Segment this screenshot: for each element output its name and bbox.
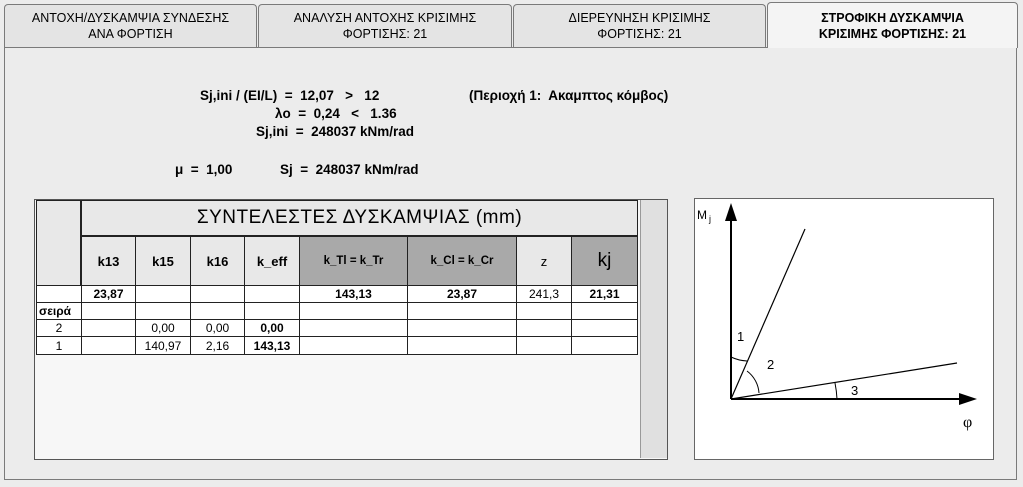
table-cell — [516, 319, 572, 337]
row-header-fill — [571, 302, 638, 320]
table-cell: 0,00 — [190, 319, 245, 337]
row-label: 1 — [36, 336, 82, 355]
total-kcl: 23,87 — [407, 285, 517, 303]
table-cell — [299, 319, 408, 337]
col-header-keff: k_eff — [244, 236, 300, 286]
mu-value: μ = 1,00 — [175, 162, 233, 177]
col-header-ktl: k_Tl = k_Tr — [299, 236, 408, 286]
label-1: 1 — [737, 329, 745, 344]
table-cell — [81, 319, 136, 337]
col-header-kj: kj — [571, 236, 638, 286]
total-kj: 21,31 — [571, 285, 638, 303]
tab-connection-resistance[interactable]: ΑΝΤΟΧΗ/ΔΥΣΚΑΜΨΙΑ ΣΥΝΔΕΣΗΣ ΑΝΑ ΦΟΡΤΙΣΗ — [4, 4, 257, 47]
row-header-fill — [190, 302, 245, 320]
table-cell: 143,13 — [244, 336, 300, 355]
label-3: 3 — [851, 383, 859, 398]
sj-value: Sj = 248037 kNm/rad — [280, 162, 419, 177]
table-corner — [36, 200, 81, 286]
total-ktl: 143,13 — [299, 285, 408, 303]
col-header-k15: k15 — [135, 236, 191, 286]
row-header-fill — [244, 302, 300, 320]
table-cell: 0,00 — [244, 319, 300, 337]
sjini-line: Sj,ini = 248037 kNm/rad — [256, 124, 414, 139]
stiffness-diagram — [694, 198, 994, 460]
total-k16 — [190, 285, 245, 303]
ratio-line: Sj,ini / (EI/L) = 12,07 > 12 — [200, 88, 380, 103]
arc-2 — [747, 371, 759, 393]
table-cell — [81, 336, 136, 355]
label-2: 2 — [767, 357, 775, 372]
table-cell — [571, 319, 638, 337]
table-cell — [407, 319, 517, 337]
total-k13: 23,87 — [81, 285, 136, 303]
line-1 — [731, 229, 805, 399]
col-header-z: z — [516, 236, 572, 286]
table-cell — [516, 336, 572, 355]
tab-critical-investigation[interactable]: ΔΙΕΡΕΥΝΗΣΗ ΚΡΙΣΙΜΗΣ ΦΟΡΤΙΣΗΣ: 21 — [513, 4, 766, 47]
tab-critical-resistance-analysis[interactable]: ΑΝΑΛΥΣΗ ΑΝΤΟΧΗΣ ΚΡΙΣΙΜΗΣ ΦΟΡΤΙΣΗΣ: 21 — [258, 4, 512, 47]
table-cell: 2,16 — [190, 336, 245, 355]
row-header-label: σειρά — [36, 302, 82, 320]
x-axis-label: φ — [963, 414, 973, 431]
total-keff — [244, 285, 300, 303]
total-k15 — [135, 285, 191, 303]
table-scrollbar[interactable] — [640, 200, 667, 458]
row-header-fill — [135, 302, 191, 320]
row-header-fill — [407, 302, 517, 320]
table-title: ΣΥΝΤΕΛΕΣΤΕΣ ΔΥΣΚΑΜΨΙΑΣ (mm) — [81, 200, 638, 236]
y-axis-arrow — [725, 203, 737, 221]
line-3 — [731, 363, 957, 399]
tab-rotational-stiffness[interactable]: ΣΤΡΟΦΙΚΗ ΔΥΣΚΑΜΨΙΑ ΚΡΙΣΙΜΗΣ ΦΟΡΤΙΣΗΣ: 21 — [767, 2, 1018, 48]
lambda-line: λo = 0,24 < 1.36 — [275, 106, 397, 121]
table-cell: 140,97 — [135, 336, 191, 355]
total-z: 241,3 — [516, 285, 572, 303]
col-header-kcl: k_Cl = k_Cr — [407, 236, 517, 286]
arc-1 — [731, 357, 747, 361]
table-cell — [299, 336, 408, 355]
region-text: (Περιοχή 1: Ακαμπτος κόμβος) — [469, 88, 669, 103]
x-axis-arrow — [959, 393, 977, 405]
moment-rotation-chart — [695, 199, 993, 459]
row-header-fill — [299, 302, 408, 320]
col-header-k13: k13 — [81, 236, 136, 286]
row-label: 2 — [36, 319, 82, 337]
table-cell — [407, 336, 517, 355]
table-cell: 0,00 — [135, 319, 191, 337]
y-axis-subscript: j — [709, 214, 711, 224]
row-header-fill — [516, 302, 572, 320]
col-header-k16: k16 — [190, 236, 245, 286]
totals-label — [36, 285, 82, 303]
y-axis-label: M — [697, 208, 707, 222]
table-cell — [571, 336, 638, 355]
arc-3 — [835, 383, 837, 399]
row-header-fill — [81, 302, 136, 320]
